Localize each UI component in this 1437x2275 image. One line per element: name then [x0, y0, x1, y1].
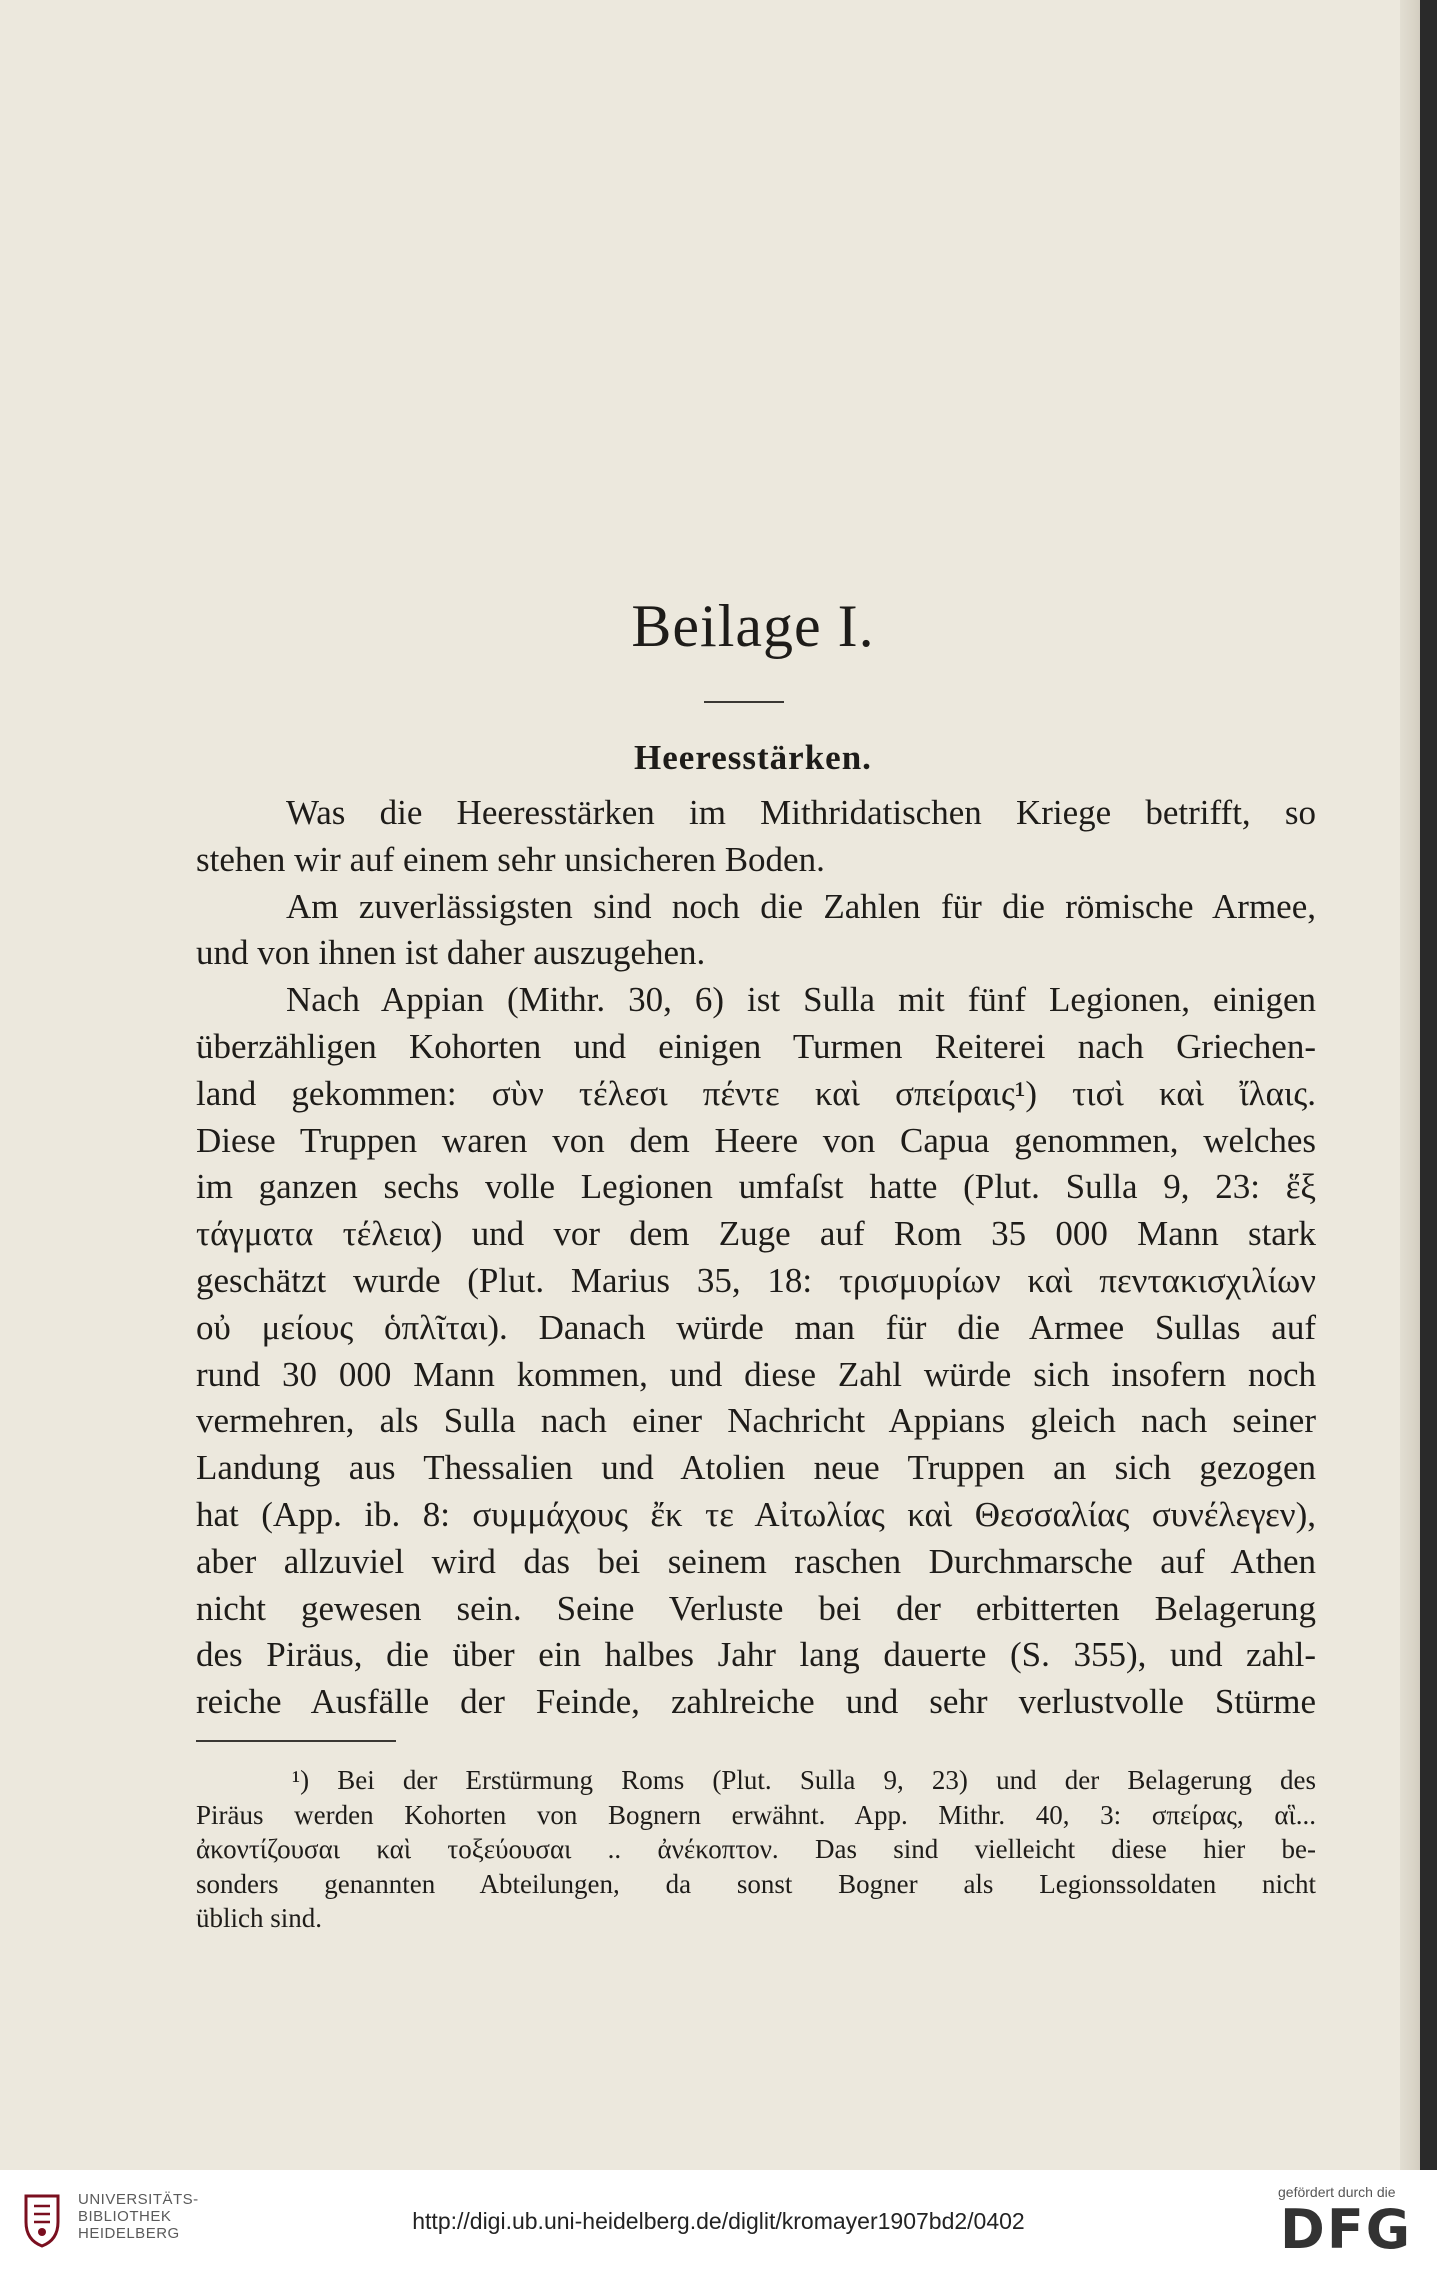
body-line: οὐ μείους ὁπλῖται). Danach würde man für die Armee Sullas auf — [196, 1307, 1316, 1347]
footnote-rule — [196, 1740, 396, 1742]
footnote-line: üblich sind. — [196, 1903, 322, 1933]
body-line: rund 30 000 Mann kommen, und diese Zahl würde sich insofern noch — [196, 1354, 1316, 1394]
body-line: des Piräus, die über ein halbes Jahr lang dauerte (S. 355), und zahl- — [196, 1635, 1316, 1675]
body-line: stehen wir auf einem sehr unsicheren Boden. — [196, 839, 825, 879]
body-line: aber allzuviel wird das bei seinem raschen Durchmarsche auf Athen — [196, 1541, 1316, 1581]
footer-bar — [0, 2170, 1437, 2275]
section-subheading: Heeresstärken. — [634, 738, 872, 777]
body-line: vermehren, als Sulla nach einer Nachricht Appians gleich nach seiner — [196, 1401, 1316, 1441]
body-line: Am zuverlässigsten sind noch die Zahlen für die römische Armee, — [286, 886, 1316, 926]
body-line: reiche Ausfälle der Feinde, zahlreiche und sehr verlustvolle Stürme — [196, 1682, 1316, 1722]
body-line: land gekommen: σὺν τέλεσι πέντε καὶ σπείραις¹) τισὶ καὶ ἴλαις. — [196, 1073, 1316, 1113]
body-line: hat (App. ib. 8: συμμάχους ἔκ τε Αἰτωλίας καὶ Θεσσαλίας συνέλεγεν), — [196, 1494, 1316, 1534]
body-line: Diese Truppen waren von dem Heere von Capua genommen, welches — [196, 1120, 1316, 1160]
footnote-line: ἀκοντίζουσαι καὶ τοξεύουσαι .. ἀνέκοπτον. Das sind vielleicht diese hier be- — [196, 1834, 1316, 1864]
body-line: Nach Appian (Mithr. 30, 6) ist Sulla mit fünf Legionen, einigen — [286, 980, 1316, 1020]
permalink-url[interactable]: http://digi.ub.uni-heidelberg.de/diglit/kromayer1907bd2/0402 — [412, 2208, 1025, 2234]
body-text — [196, 790, 1316, 1726]
body-line: τάγματα τέλεια) und vor dem Zuge auf Rom 35 000 Mann stark — [196, 1214, 1316, 1254]
footnote-text — [196, 1763, 1316, 1936]
footnote-line: sonders genannten Abteilungen, da sonst Bogner als Legionssoldaten nicht — [196, 1868, 1316, 1899]
institution-line: HEIDELBERG — [78, 2225, 180, 2242]
appendix-heading: Beilage I. — [631, 593, 875, 659]
heading-rule — [704, 701, 784, 703]
body-line: Landung aus Thessalien und Atolien neue Truppen an sich gezogen — [196, 1448, 1316, 1488]
body-line: und von ihnen ist daher auszugehen. — [196, 933, 706, 973]
body-line: im ganzen sechs volle Legionen umfaſst hatte (Plut. Sulla 9, 23: ἕξ — [196, 1167, 1316, 1207]
footnote-line: Piräus werden Kohorten von Bognern erwähnt. App. Mithr. 40, 3: σπείρας, αἳ... — [196, 1799, 1316, 1830]
institution-line: BIBLIOTHEK — [78, 2208, 172, 2225]
body-line: überzähligen Kohorten und einigen Turmen Reiterei nach Griechen- — [196, 1026, 1316, 1066]
body-line: geschätzt wurde (Plut. Marius 35, 18: τρισμυρίων καὶ πεντακισχιλίων — [196, 1260, 1316, 1300]
page-edge-shadow — [1400, 0, 1420, 2170]
footnote-line: ¹) Bei der Erstürmung Roms (Plut. Sulla 9, 23) und der Belagerung des — [292, 1765, 1316, 1795]
body-line: nicht gewesen sein. Seine Verluste bei der erbitterten Belagerung — [196, 1588, 1316, 1628]
body-line: Was die Heeresstärken im Mithridatischen Kriege betrifft, so — [286, 793, 1316, 832]
institution-line: UNIVERSITÄTS- — [78, 2191, 199, 2208]
dfg-logo: DFG — [1280, 2198, 1413, 2261]
sponsor-caption: gefördert durch die — [1278, 2184, 1396, 2200]
